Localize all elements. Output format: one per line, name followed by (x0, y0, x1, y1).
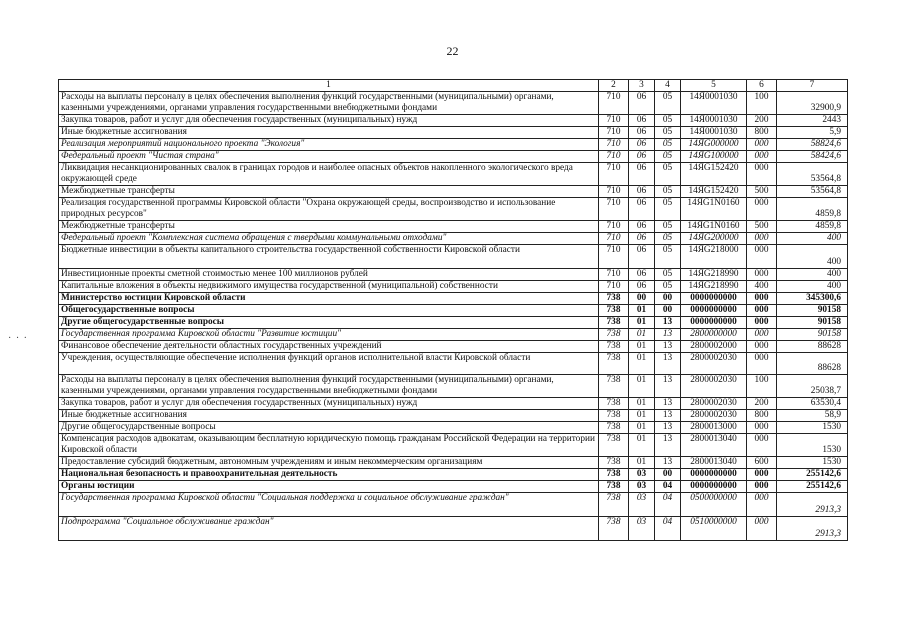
row-subsection-code: 13 (655, 398, 681, 410)
row-amount: 400 (777, 281, 848, 293)
row-target-code: 14ЯG1N0160 (681, 198, 747, 221)
row-target-code: 2800002030 (681, 353, 747, 375)
row-ministry-code: 738 (599, 341, 629, 353)
row-target-code: 14ЯG200000 (681, 233, 747, 245)
table-row (59, 127, 848, 139)
row-target-code: 14ЯG218990 (681, 281, 747, 293)
row-amount: 4859,8 (777, 198, 848, 221)
row-subsection-code: 13 (655, 353, 681, 375)
row-target-code: 14ЯG218990 (681, 269, 747, 281)
row-amount: 2913,3 (777, 517, 848, 541)
row-ministry-code: 738 (599, 375, 629, 398)
row-description: Общегосударственные вопросы (59, 305, 599, 317)
row-description: Предоставление субсидий бюджетным, автономным учреждениям и иным некоммерческим организациям (59, 457, 599, 469)
table-row (59, 293, 848, 305)
table-body (59, 92, 848, 541)
table-row (59, 198, 848, 221)
table-row (59, 92, 848, 115)
row-description: Иные бюджетные ассигнования (59, 410, 599, 422)
row-expense-type: 000 (747, 151, 777, 163)
row-target-code: 0000000000 (681, 305, 747, 317)
row-ministry-code: 710 (599, 269, 629, 281)
row-target-code: 2800002030 (681, 398, 747, 410)
column-header-3: 3 (629, 80, 655, 92)
row-section-code: 06 (629, 269, 655, 281)
row-target-code: 2800013000 (681, 422, 747, 434)
table-row (59, 329, 848, 341)
table-row (59, 221, 848, 233)
row-target-code: 14Я0001030 (681, 115, 747, 127)
table-row (59, 353, 848, 375)
table-row (59, 493, 848, 517)
row-expense-type: 000 (747, 329, 777, 341)
row-amount: 1530 (777, 434, 848, 457)
row-target-code: 14ЯG100000 (681, 151, 747, 163)
table-row (59, 305, 848, 317)
row-subsection-code: 05 (655, 245, 681, 269)
row-ministry-code: 710 (599, 139, 629, 151)
table-row (59, 233, 848, 245)
table-row (59, 375, 848, 398)
row-amount: 90158 (777, 305, 848, 317)
row-description: Финансовое обеспечение деятельности областных государственных учреждений (59, 341, 599, 353)
row-description: Органы юстиции (59, 481, 599, 493)
budget-table (58, 79, 848, 541)
page-number: 22 (446, 44, 459, 58)
row-section-code: 03 (629, 517, 655, 541)
row-expense-type: 000 (747, 317, 777, 329)
table-row (59, 186, 848, 198)
row-section-code: 06 (629, 163, 655, 186)
row-ministry-code: 738 (599, 469, 629, 481)
row-subsection-code: 00 (655, 293, 681, 305)
row-expense-type: 000 (747, 434, 777, 457)
row-section-code: 06 (629, 115, 655, 127)
row-expense-type: 000 (747, 422, 777, 434)
row-target-code: 0000000000 (681, 481, 747, 493)
row-subsection-code: 05 (655, 281, 681, 293)
table-row (59, 115, 848, 127)
table-row (59, 269, 848, 281)
table-row (59, 139, 848, 151)
row-expense-type: 000 (747, 233, 777, 245)
row-subsection-code: 13 (655, 375, 681, 398)
row-section-code: 01 (629, 398, 655, 410)
row-expense-type: 000 (747, 353, 777, 375)
row-ministry-code: 710 (599, 163, 629, 186)
row-ministry-code: 738 (599, 317, 629, 329)
row-subsection-code: 05 (655, 198, 681, 221)
row-ministry-code: 710 (599, 233, 629, 245)
row-description: Другие общегосударственные вопросы (59, 317, 599, 329)
row-subsection-code: 04 (655, 481, 681, 493)
row-expense-type: 600 (747, 457, 777, 469)
row-subsection-code: 13 (655, 329, 681, 341)
row-expense-type: 000 (747, 517, 777, 541)
row-description: Подпрограмма "Социальное обслуживание граждан" (59, 517, 599, 541)
row-target-code: 2800002030 (681, 375, 747, 398)
row-amount: 32900,9 (777, 92, 848, 115)
row-expense-type: 000 (747, 493, 777, 517)
row-subsection-code: 13 (655, 457, 681, 469)
row-section-code: 01 (629, 317, 655, 329)
row-amount: 400 (777, 233, 848, 245)
row-section-code: 06 (629, 186, 655, 198)
row-section-code: 01 (629, 353, 655, 375)
row-expense-type: 500 (747, 221, 777, 233)
table-row (59, 457, 848, 469)
row-section-code: 06 (629, 127, 655, 139)
row-expense-type: 000 (747, 245, 777, 269)
row-description: Межбюджетные трансферты (59, 221, 599, 233)
row-subsection-code: 13 (655, 422, 681, 434)
row-description: Учреждения, осуществляющие обеспечение исполнения функций органов исполнительной власти Кировской области (59, 353, 599, 375)
table-row (59, 469, 848, 481)
row-section-code: 06 (629, 198, 655, 221)
row-section-code: 01 (629, 422, 655, 434)
row-expense-type: 000 (747, 163, 777, 186)
row-target-code: 0000000000 (681, 317, 747, 329)
row-amount: 2913,3 (777, 493, 848, 517)
row-subsection-code: 13 (655, 341, 681, 353)
table-row (59, 410, 848, 422)
row-section-code: 03 (629, 469, 655, 481)
row-section-code: 06 (629, 139, 655, 151)
row-amount: 25038,7 (777, 375, 848, 398)
row-description: Иные бюджетные ассигнования (59, 127, 599, 139)
row-ministry-code: 738 (599, 398, 629, 410)
row-ministry-code: 738 (599, 410, 629, 422)
row-section-code: 06 (629, 151, 655, 163)
row-section-code: 01 (629, 375, 655, 398)
column-header-6: 6 (747, 80, 777, 92)
row-ministry-code: 738 (599, 457, 629, 469)
row-amount: 4859,8 (777, 221, 848, 233)
row-expense-type: 100 (747, 375, 777, 398)
row-description: Государственная программа Кировской области "Развитие юстиции" (59, 329, 599, 341)
row-target-code: 14ЯG152420 (681, 186, 747, 198)
column-header-1: 1 (59, 80, 599, 92)
row-expense-type: 200 (747, 115, 777, 127)
row-subsection-code: 05 (655, 92, 681, 115)
row-amount: 345300,6 (777, 293, 848, 305)
row-subsection-code: 00 (655, 305, 681, 317)
row-ministry-code: 710 (599, 281, 629, 293)
row-description: Федеральный проект "Чистая страна" (59, 151, 599, 163)
row-section-code: 01 (629, 434, 655, 457)
row-amount: 58824,6 (777, 139, 848, 151)
row-subsection-code: 00 (655, 469, 681, 481)
row-amount: 1530 (777, 422, 848, 434)
row-ministry-code: 738 (599, 422, 629, 434)
row-expense-type: 500 (747, 186, 777, 198)
row-expense-type: 200 (747, 398, 777, 410)
row-amount: 58424,6 (777, 151, 848, 163)
row-expense-type: 000 (747, 198, 777, 221)
row-subsection-code: 05 (655, 221, 681, 233)
row-subsection-code: 05 (655, 186, 681, 198)
row-section-code: 03 (629, 481, 655, 493)
column-header-7: 7 (777, 80, 848, 92)
row-section-code: 01 (629, 457, 655, 469)
row-target-code: 2800013040 (681, 457, 747, 469)
row-section-code: 06 (629, 233, 655, 245)
row-amount: 58,9 (777, 410, 848, 422)
row-section-code: 03 (629, 493, 655, 517)
row-section-code: 01 (629, 305, 655, 317)
row-subsection-code: 13 (655, 410, 681, 422)
row-expense-type: 000 (747, 139, 777, 151)
row-amount: 90158 (777, 317, 848, 329)
row-expense-type: 800 (747, 410, 777, 422)
row-expense-type: 000 (747, 293, 777, 305)
row-description: Закупка товаров, работ и услуг для обеспечения государственных (муниципальных) нужд (59, 115, 599, 127)
row-target-code: 0000000000 (681, 293, 747, 305)
table-row (59, 517, 848, 541)
row-target-code: 14Я0001030 (681, 127, 747, 139)
row-subsection-code: 04 (655, 517, 681, 541)
column-header-4: 4 (655, 80, 681, 92)
row-target-code: 2800002000 (681, 341, 747, 353)
row-description: Реализация мероприятий национального проекта "Экология" (59, 139, 599, 151)
row-section-code: 01 (629, 341, 655, 353)
row-expense-type: 000 (747, 341, 777, 353)
row-description: Министерство юстиции Кировской области (59, 293, 599, 305)
row-amount: 88628 (777, 341, 848, 353)
row-ministry-code: 738 (599, 353, 629, 375)
row-target-code: 14ЯG000000 (681, 139, 747, 151)
row-amount: 2443 (777, 115, 848, 127)
row-subsection-code: 05 (655, 269, 681, 281)
row-description: Бюджетные инвестиции в объекты капитального строительства государственной собственности Кировской области (59, 245, 599, 269)
row-target-code: 14ЯG218000 (681, 245, 747, 269)
row-amount: 255142,6 (777, 469, 848, 481)
row-ministry-code: 738 (599, 517, 629, 541)
margin-mark: · · · (8, 333, 28, 344)
row-target-code: 14Я0001030 (681, 92, 747, 115)
row-expense-type: 000 (747, 469, 777, 481)
row-ministry-code: 710 (599, 198, 629, 221)
table-row (59, 398, 848, 410)
row-description: Капитальные вложения в объекты недвижимого имущества государственной (муниципальной) собственности (59, 281, 599, 293)
row-description: Инвестиционные проекты сметной стоимостью менее 100 миллионов рублей (59, 269, 599, 281)
row-section-code: 00 (629, 293, 655, 305)
row-ministry-code: 710 (599, 221, 629, 233)
row-description: Государственная программа Кировской области "Социальная поддержка и социальное обслуживание граждан" (59, 493, 599, 517)
table-header-row (59, 80, 848, 92)
row-subsection-code: 05 (655, 115, 681, 127)
row-ministry-code: 710 (599, 186, 629, 198)
row-subsection-code: 13 (655, 317, 681, 329)
row-amount: 53564,8 (777, 186, 848, 198)
row-expense-type: 800 (747, 127, 777, 139)
row-description: Расходы на выплаты персоналу в целях обеспечения выполнения функций государственными (муниципальными) органами, казенными учреждениями, органами управления государственными внебюджетными фондами (59, 375, 599, 398)
row-subsection-code: 05 (655, 163, 681, 186)
row-expense-type: 100 (747, 92, 777, 115)
row-section-code: 06 (629, 245, 655, 269)
row-ministry-code: 738 (599, 481, 629, 493)
column-header-5: 5 (681, 80, 747, 92)
table-row (59, 163, 848, 186)
row-subsection-code: 05 (655, 139, 681, 151)
row-section-code: 06 (629, 92, 655, 115)
table-row (59, 434, 848, 457)
row-ministry-code: 738 (599, 305, 629, 317)
row-amount: 63530,4 (777, 398, 848, 410)
row-ministry-code: 738 (599, 293, 629, 305)
row-subsection-code: 05 (655, 151, 681, 163)
row-description: Компенсация расходов адвокатам, оказывающим бесплатную юридическую помощь гражданам Российской Федерации на территории Кировской области (59, 434, 599, 457)
row-description: Ликвидация несанкционированных свалок в границах городов и наиболее опасных объектов накопленного экологического вреда окружающей среде (59, 163, 599, 186)
row-section-code: 01 (629, 410, 655, 422)
row-target-code: 0500000000 (681, 493, 747, 517)
row-ministry-code: 710 (599, 115, 629, 127)
row-amount: 5,9 (777, 127, 848, 139)
row-ministry-code: 738 (599, 329, 629, 341)
row-ministry-code: 710 (599, 151, 629, 163)
row-ministry-code: 710 (599, 92, 629, 115)
column-header-2: 2 (599, 80, 629, 92)
table-row (59, 341, 848, 353)
row-amount: 88628 (777, 353, 848, 375)
row-ministry-code: 738 (599, 493, 629, 517)
table-row (59, 481, 848, 493)
row-description: Закупка товаров, работ и услуг для обеспечения государственных (муниципальных) нужд (59, 398, 599, 410)
row-description: Расходы на выплаты персоналу в целях обеспечения выполнения функций государственными (муниципальными) органами, казенными учреждениями, органами управления государственными внебюджетными фондами (59, 92, 599, 115)
row-target-code: 0000000000 (681, 469, 747, 481)
table-row (59, 151, 848, 163)
row-amount: 90158 (777, 329, 848, 341)
row-section-code: 06 (629, 281, 655, 293)
row-expense-type: 400 (747, 281, 777, 293)
row-ministry-code: 710 (599, 127, 629, 139)
row-expense-type: 000 (747, 305, 777, 317)
row-target-code: 14ЯG1N0160 (681, 221, 747, 233)
row-amount: 400 (777, 269, 848, 281)
table-row (59, 317, 848, 329)
row-description: Федеральный проект "Комплексная система обращения с твердыми коммунальными отходами" (59, 233, 599, 245)
row-expense-type: 000 (747, 481, 777, 493)
row-amount: 1530 (777, 457, 848, 469)
row-description: Реализация государственной программы Кировской области "Охрана окружающей среды, воспроизводство и использование природных ресурсов" (59, 198, 599, 221)
row-description: Другие общегосударственные вопросы (59, 422, 599, 434)
table-row (59, 245, 848, 269)
row-section-code: 06 (629, 221, 655, 233)
row-subsection-code: 05 (655, 127, 681, 139)
row-target-code: 2800002030 (681, 410, 747, 422)
table-row (59, 422, 848, 434)
row-amount: 255142,6 (777, 481, 848, 493)
row-amount: 53564,8 (777, 163, 848, 186)
row-expense-type: 000 (747, 269, 777, 281)
row-amount: 400 (777, 245, 848, 269)
row-subsection-code: 13 (655, 434, 681, 457)
row-description: Национальная безопасность и правоохранительная деятельность (59, 469, 599, 481)
row-target-code: 14ЯG152420 (681, 163, 747, 186)
row-target-code: 2800000000 (681, 329, 747, 341)
row-subsection-code: 05 (655, 233, 681, 245)
row-subsection-code: 04 (655, 493, 681, 517)
row-description: Межбюджетные трансферты (59, 186, 599, 198)
row-target-code: 0510000000 (681, 517, 747, 541)
row-ministry-code: 710 (599, 245, 629, 269)
table-row (59, 281, 848, 293)
row-section-code: 01 (629, 329, 655, 341)
row-ministry-code: 738 (599, 434, 629, 457)
row-target-code: 2800013040 (681, 434, 747, 457)
